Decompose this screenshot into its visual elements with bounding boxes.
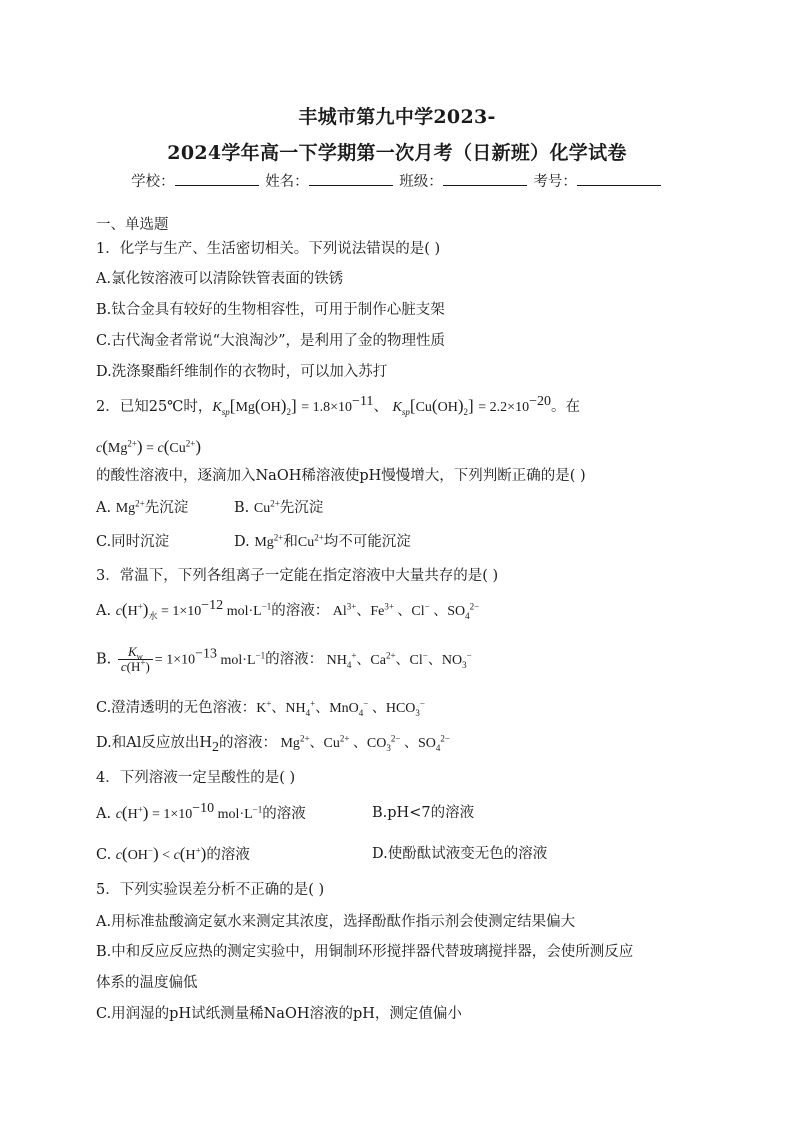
q2-stem-tail: 的酸性溶液中，逐滴加入NaOH稀溶液使pH慢慢增大，下列判断正确的是( ) — [96, 468, 586, 484]
q1-stem: 1．化学与生产、生活密切相关。下列说法错误的是( ) — [96, 241, 441, 257]
q1-option-c: C.古代淘金者常说“大浪淘沙”，是利用了金的物理性质 — [96, 333, 446, 349]
school-field[interactable] — [131, 170, 261, 191]
q4-a-value: = 1×10 — [151, 807, 193, 822]
q2-stem-mid: 。在 — [550, 399, 580, 415]
q3-c-head: C.澄清透明的无色溶液： — [96, 700, 257, 716]
q3-option-c: C.澄清透明的无色溶液：K+、$NH_4^+$、MnO$_4$− 、$HCO_3^-$ — [96, 698, 425, 718]
q3-a-value: = 1×10 — [160, 604, 202, 619]
class-blank[interactable] — [443, 171, 527, 186]
q5-option-c: C.用润湿的pH试纸测量稀NaOH溶液的pH，测定值偏小 — [96, 1006, 462, 1022]
q4-a-tail: 的溶液 — [262, 806, 306, 822]
q2-ksp1-symbol: $K_{sp}$ — [212, 400, 230, 417]
q3-a-tail: 的溶液： — [271, 603, 330, 619]
q3-a-exp: −12 — [201, 598, 224, 614]
school-blank[interactable] — [175, 171, 259, 186]
q3-b-value: = 1×10 — [154, 652, 196, 668]
q2-option-a: A. $Mg^{2+}$先沉淀 — [96, 498, 189, 516]
q1-option-a: A.氯化铵溶液可以清除铁管表面的铁锈 — [96, 271, 344, 287]
q3-d-head: D.和Al反应放出H — [96, 735, 212, 751]
student-info-row — [0, 170, 794, 191]
q5-option-b-line1: B.中和反应反应热的测定实验中，用铜制环形搅拌器代替玻璃搅拌器，会使所测反应 — [96, 944, 634, 960]
q3-b-exp: −13 — [195, 646, 217, 662]
q4-a-exp: −10 — [192, 801, 215, 817]
q2-stem-head: 2．已知25℃时， — [96, 399, 213, 415]
q5-option-b-line2: 体系的温度偏低 — [96, 975, 198, 991]
q3-d-mid: 的溶液： — [218, 735, 277, 751]
exam-title-line2: 2024学年高一下学期第一次月考（日新班）化学试卷 — [167, 142, 627, 164]
q4-option-a: A. $c(H^+) = 1\times 10^{-10}$ $mol\cdot L^{-1}$的溶液 — [96, 801, 306, 822]
q2-ksp2-symbol: $K_{sp}$ — [392, 400, 410, 417]
q3-stem: 3．常温下，下列各组离子一定能在指定溶液中大量共存的是( ) — [96, 568, 499, 584]
exam-title-line1: 丰城市第九中学2023- — [298, 106, 496, 128]
exam-no-blank[interactable] — [577, 171, 661, 186]
q3-option-d: D.和Al反应放出$H_2$的溶液： $Mg^{2+}$、$Cu^{2+}$ 、$CO_3^{2-}$ 、$SO_4^{2-}$ — [96, 733, 450, 755]
section-title: 一、单选题 — [96, 217, 169, 233]
q2-ksp1-value: = 1.8×10 — [301, 400, 353, 415]
class-label: 班级： — [399, 174, 443, 190]
class-field[interactable] — [399, 170, 529, 191]
q2-condition: $c(Mg^{2+}) = c(Cu^{2+})$ — [96, 437, 201, 456]
name-label: 姓名： — [265, 174, 309, 190]
name-blank[interactable] — [309, 171, 393, 186]
q4-option-b: B.pH<7的溶液 — [372, 805, 475, 821]
q2-option-b: B. $Cu^{2+}$先沉淀 — [234, 498, 324, 516]
q2-ksp1-exp: −11 — [352, 394, 374, 410]
q5-stem: 5．下列实验误差分析不正确的是( ) — [96, 882, 325, 898]
q5-option-a: A.用标准盐酸滴定氨水来测定其浓度，选择酚酞作指示剂会使测定结果偏大 — [96, 914, 576, 930]
q2-option-d-and: 和 — [283, 534, 298, 550]
name-field[interactable] — [265, 170, 395, 191]
q4-option-d: D.使酚酞试液变无色的溶液 — [372, 846, 548, 862]
q2-option-b-text: 先沉淀 — [279, 500, 324, 516]
exam-no-label: 考号： — [533, 174, 577, 190]
exam-no-field[interactable] — [533, 170, 663, 191]
q4-option-c: C. c(OH−) < c(H+)的溶液 — [96, 844, 250, 863]
q2-stem: 2．已知25℃时，$K_{sp}[Mg(OH)_2] = 1.8\times 10^{-11}$、 $K_{sp}[Cu(OH)_2] = 2.2\times 10^{-20}$。在 — [96, 394, 580, 417]
q4-c-tail: 的溶液 — [206, 847, 250, 863]
school-label: 学校： — [131, 174, 175, 190]
q1-option-d: D.洗涤聚酯纤维制作的衣物时，可以加入苏打 — [96, 364, 388, 380]
q3-b-tail: 的溶液： — [265, 651, 324, 668]
q4-stem: 4．下列溶液一定呈酸性的是( ) — [96, 770, 296, 786]
q2-ksp2-value: = 2.2×10 — [478, 400, 530, 415]
q3-option-a: A. $c(H^+)_水 = 1\times 10^{-12}$ $mol\cdot L^{-1}$的溶液： $Al^{3+}$、$Fe^{3+}$ 、Cl− 、$SO_4^{2-}$ — [96, 598, 480, 621]
q2-option-a-text: 先沉淀 — [144, 500, 189, 516]
q3-option-b: B. $\frac{K_w}{c(H^+)}$ = $1\times 10^{-13}$ $mol\cdot L^{-1}$的溶液： $NH_4^+$、$Ca^{2+}$、Cl−、$NO_3^-$ — [96, 644, 472, 674]
q1-option-b: B.钛合金具有较好的生物相容性，可用于制作心脏支架 — [96, 302, 445, 318]
q2-option-d: D. $Mg^{2+}$和$Cu^{2+}$均不可能沉淀 — [234, 532, 411, 550]
q2-option-c: C.同时沉淀 — [96, 534, 170, 550]
q2-ksp2-exp: −20 — [529, 394, 551, 410]
q2-option-d-text: 均不可能沉淀 — [323, 534, 411, 550]
